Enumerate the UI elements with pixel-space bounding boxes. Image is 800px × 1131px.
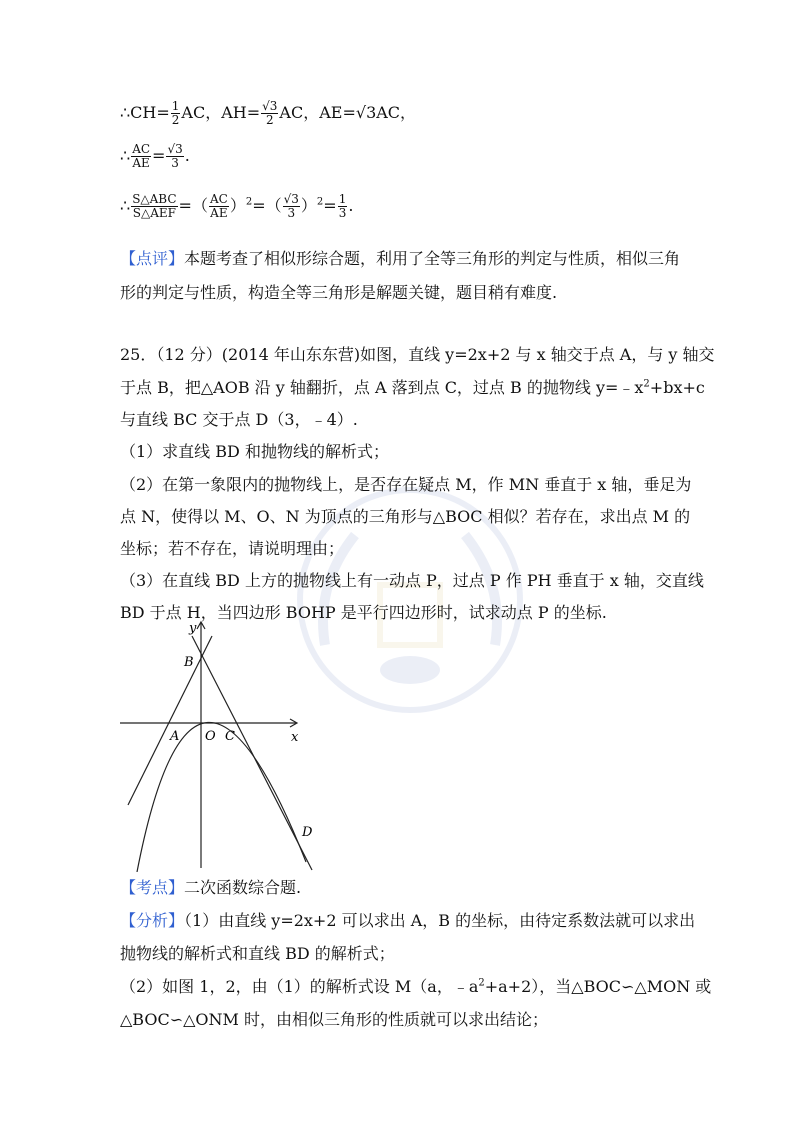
fenxi-line-3: （2）如图 1，2，由（1）的解析式设 M（a，$﹣a^2+a+2$），当△BOC∽△MON 或 <box>120 977 712 996</box>
label-d: D <box>302 825 313 840</box>
problem-line-3: 与直线 BC 交于点 D（3，﹣4）. <box>120 410 358 429</box>
fraction: $\frac{1}{3}$ <box>338 192 347 220</box>
parabola-figure <box>120 620 320 872</box>
fraction: $\frac{1}{2}$ <box>171 99 180 127</box>
kaodian-tag: 【考点】 <box>120 878 185 897</box>
kaodian-line: 【考点】二次函数综合题. <box>120 878 302 897</box>
label-o: O <box>205 729 216 744</box>
problem-line-2: 于点 B，把△AOB 沿 y 轴翻折，点 A 落到点 C，过点 B 的抛物线 $y=﹣x^2+bx+c$ <box>120 378 705 397</box>
parabola <box>137 722 306 872</box>
question-1: （1）求直线 BD 和抛物线的解析式； <box>120 442 389 461</box>
question-3-line-2: BD 于点 H，当四边形 BOHP 是平行四边形时，试求动点 P 的坐标. <box>120 603 607 622</box>
line-ab <box>128 636 212 805</box>
fenxi-line-4: △BOC∽△ONM 时，由相似三角形的性质就可以求出结论； <box>120 1010 549 1029</box>
label-a: A <box>170 729 180 744</box>
fraction: $\frac{√3}{2}$ <box>262 99 278 127</box>
comment-line-1: 【点评】本题考查了相似形综合题，利用了全等三角形的判定与性质，相似三角 <box>120 249 681 268</box>
solution-line-3: ∴ $\frac{\text{S△ABC}}{\text{S△AEF}}$ =（ $\frac{AC}{AE}$ ）$^2$=（ $\frac{√3}{3}$ ）$^2$= $\frac{1}{3}$ . <box>120 192 354 220</box>
question-2-line-3: 坐标；若不存在，请说明理由； <box>120 539 345 558</box>
solution-line-1: ∴CH= $\frac{1}{2}$ AC，AH= $\frac{√3}{2}$ AC，AE=√3AC， <box>120 99 417 127</box>
label-x: x <box>291 730 299 745</box>
label-b: B <box>184 655 194 670</box>
question-2-line-1: （2）在第一象限内的抛物线上，是否存在疑点 M，作 MN 垂直于 x 轴，垂足为 <box>120 475 692 494</box>
line-bd <box>192 636 312 870</box>
fenxi-line-1: 【分析】（1）由直线 y=2x+2 可以求出 A，B 的坐标，由待定系数法就可以求出 <box>120 911 696 930</box>
solution-line-2: ∴ $\frac{AC}{AE}$ = $\frac{√3}{3}$ . <box>120 142 190 170</box>
question-3-line-1: （3）在直线 BD 上方的抛物线上有一动点 P，过点 P 作 PH 垂直于 x 轴，交直线 <box>120 571 704 590</box>
fraction: $\frac{√3}{3}$ <box>283 192 299 220</box>
comment-tag: 【点评】 <box>120 249 185 268</box>
label-c: C <box>225 729 235 744</box>
fraction: $\frac{AC}{AE}$ <box>132 142 151 170</box>
label-y: y <box>189 621 197 636</box>
fraction: $\frac{√3}{3}$ <box>167 142 183 170</box>
fraction: $\frac{\text{S△ABC}}{\text{S△AEF}}$ <box>132 192 177 220</box>
fenxi-tag: 【分析】 <box>120 911 185 930</box>
question-2-line-2: 点 N，使得以 M、O、N 为顶点的三角形与△BOC 相似？若存在，求出点 M 的 <box>120 507 691 526</box>
fenxi-line-2: 抛物线的解析式和直线 BD 的解析式； <box>120 944 395 963</box>
problem-line-1: 25．（12 分）(2014 年山东东营)如图，直线 y=2x+2 与 x 轴交于点 A，与 y 轴交 <box>120 345 715 364</box>
comment-line-2: 形的判定与性质，构造全等三角形是解题关键，题目稍有难度. <box>120 283 558 302</box>
fraction: $\frac{AC}{AE}$ <box>209 192 228 220</box>
